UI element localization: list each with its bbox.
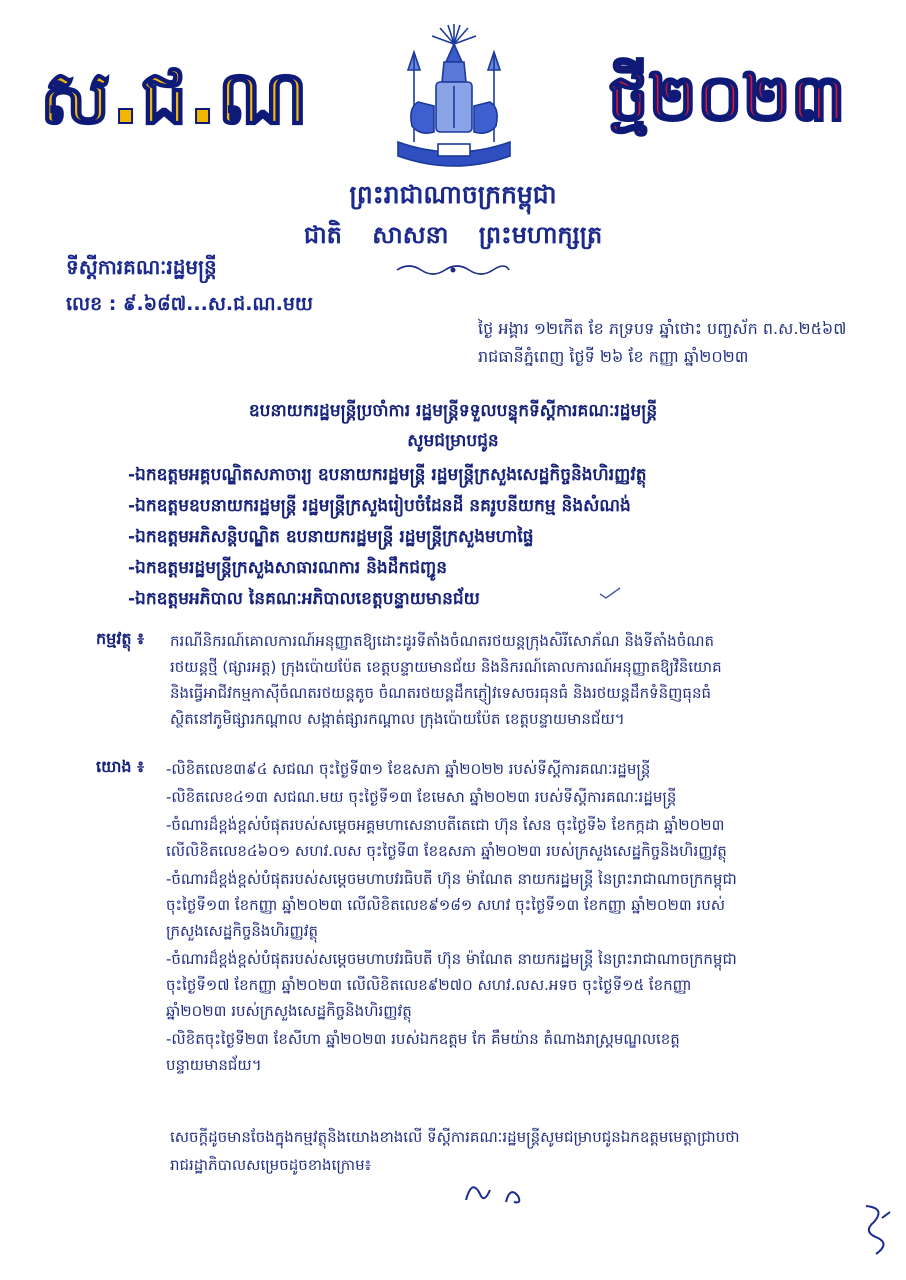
recipient-item: -ឯកឧត្តមអភិសន្តិបណ្ឌិត ឧបនាយករដ្ឋមន្ត្រី រដ្ឋមន្ត្រីក្រសួងមហាផ្ទៃ: [128, 527, 534, 547]
reference-item: [166, 812, 866, 864]
recipient-item: -ឯកឧត្តមឧបនាយករដ្ឋមន្ត្រី រដ្ឋមន្ត្រីក្រសួងរៀបចំដែនដី នគរូបនីយកម្ម និងសំណង់: [128, 496, 631, 516]
reference-line: -លិខិតលេខ៤១៣ សជណ.មយ ចុះថ្ងៃទី១៣ ខែមេសា ឆ្នាំ២០២៣ របស់ទីស្តីការគណៈរដ្ឋមន្ត្រី: [166, 788, 677, 806]
kingdom-title: ព្រះរាជាណាចក្រកម្ពុជា: [349, 180, 557, 209]
recipient-item: -ឯកឧត្តមអគ្គបណ្ឌិតសភាចារ្យ ឧបនាយករដ្ឋមន្ត្រី រដ្ឋមន្ត្រីក្រសួងសេដ្ឋកិច្ចនិងហិរញ្ញវត្ថុ: [128, 465, 647, 485]
stamp-right: ថ្មី២០២៣: [608, 62, 846, 136]
reference-number: លេខ : ៩.៦៨៧...ស.ជ.ណ.មយ: [66, 293, 313, 315]
reference-line: -លិខិតលេខ៣៩៤ សជណ ចុះថ្ងៃទី៣១ ខែឧសភា ឆ្នាំ២០២២ របស់ទីស្តីការគណៈរដ្ឋមន្ត្រី: [166, 760, 651, 778]
recipient-list: [128, 460, 848, 615]
subject-text: [170, 628, 860, 732]
reference-line: បន្ទាយមានជ័យ។: [166, 1056, 262, 1074]
reference-line: -ចំណារដ៏ខ្ពង់ខ្ពស់បំផុតរបស់សម្តេចមហាបវរធិបតី ហ៊ុន ម៉ាណែត នាយករដ្ឋមន្ត្រី នៃព្រះរាជាណាចក្រកម្ពុជា: [166, 950, 737, 968]
reference-line: ឆ្នាំ២០២៣ របស់ក្រសួងសេដ្ឋកិច្ចនិងហិរញ្ញវត្ថុ: [166, 1002, 412, 1020]
stamp-left: ស.ជ.ណ: [40, 55, 309, 141]
signature-mark-icon: [856, 1198, 896, 1262]
recipient-item: -ឯកឧត្តមរដ្ឋមន្ត្រីក្រសួងសាធារណការ និងដឹកជញ្ជូន: [128, 558, 448, 578]
reference-item: [166, 756, 866, 782]
recipient-item: -ឯកឧត្តមអភិបាល នៃគណៈអភិបាលខេត្តបន្ទាយមានជ័យ: [128, 589, 480, 609]
reference-line: ចុះថ្ងៃទី១៧ ខែកញ្ញា ឆ្នាំ២០២៣ លើលិខិតលេខ៩២៧០ សហវ.លស.អទច ចុះថ្ងៃទី១៥ ខែកញ្ញា: [166, 976, 692, 994]
subject-line: ស្ថិតនៅភូមិផ្សារកណ្តាល សង្កាត់ផ្សារកណ្តាល ក្រុងប៉ោយប៉ែត ខេត្តបន្ទាយមានជ័យ។: [170, 710, 625, 728]
solar-date: រាជធានីភ្នំពេញ ថ្ងៃទី ២៦ ខែ កញ្ញា ឆ្នាំ២០២៣: [478, 347, 749, 366]
reference-list: [166, 756, 866, 1080]
reference-line: -ចំណារដ៏ខ្ពង់ខ្ពស់បំផុតរបស់សម្តេចមហាបវរធិបតី ហ៊ុន ម៉ាណែត នាយករដ្ឋមន្ត្រី នៃព្រះរាជាណាចក្រកម្ពុជា: [166, 870, 737, 888]
national-motto: ជាតិ សាសនា ព្រះមហាក្សត្រ: [303, 221, 603, 249]
subject-line: និងធ្វើអាជីវកម្មកាស៊ីចំណតរថយន្តតូច ចំណតរថយន្តដឹកភ្ញៀវទេសចរធុនធំ និងរថយន្តដឹកទំនិញធុនធំ: [170, 684, 711, 702]
salutation: សូមជម្រាបជូន: [407, 431, 499, 451]
handwritten-initials-icon: [460, 1172, 550, 1212]
subject-line: រថយន្តថ្មី (ផ្សារអត្ត) ក្រុងប៉ោយប៉ែត ខេត្តបន្ទាយមានជ័យ និងនិករណ៍គោលការណ៍អនុញ្ញាតឱ្យវិនិយោគ: [170, 658, 722, 676]
closing-paragraph: សេចក្តីដូចមានចែងក្នុងកម្មវត្ថុនិងយោងខាងលើ ទីស្តីការគណៈរដ្ឋមន្ត្រីសូមជម្រាបជូនឯកឧត្តមមេត្តាជ្រាបថា: [170, 1128, 740, 1146]
sender-title: ឧបនាយករដ្ឋមន្ត្រីប្រចាំការ រដ្ឋមន្ត្រីទទួលបន្ទុកទីស្តីការគណៈរដ្ឋមន្ត្រី: [248, 401, 658, 421]
reference-line: -លិខិតចុះថ្ងៃទី២៣ ខែសីហា ឆ្នាំ២០២៣ របស់ឯកឧត្តម កែ គឹមយ៉ាន តំណាងរាស្ត្រមណ្ឌលខេត្ត: [166, 1030, 680, 1048]
reference-item: [166, 1026, 866, 1078]
reference-label: យោង ៖: [96, 757, 145, 776]
reference-line: ចុះថ្ងៃទី១៣ ខែកញ្ញា ឆ្នាំ២០២៣ លើលិខិតលេខ៩១៨១ សហវ ចុះថ្ងៃទី១៣ ខែកញ្ញា ឆ្នាំ២០២៣ របស់: [166, 896, 726, 914]
lunar-date: ថ្ងៃ អង្គារ ១២កើត ខែ ភទ្របទ ឆ្នាំថោះ បញ្ចស័ក ព.ស.២៥៦៧: [478, 319, 847, 338]
subject-label: កម្មវត្ថុ ៖: [96, 629, 145, 648]
reference-line: លើលិខិតលេខ៤៦០១ សហវ.លស ចុះថ្ងៃទី៣ ខែឧសភា ឆ្នាំ២០២៣ របស់ក្រសួងសេដ្ឋកិច្ចនិងហិរញ្ញវត្ថុ: [166, 842, 727, 860]
reference-item: [166, 946, 866, 1024]
ornament-divider-icon: [395, 262, 511, 278]
reference-line: -ចំណារដ៏ខ្ពង់ខ្ពស់បំផុតរបស់សម្តេចអគ្គមហាសេនាបតីតេជោ ហ៊ុន សែន ចុះថ្ងៃទី៦ ខែកក្កដា ឆ្នាំ២០២៣: [166, 816, 725, 834]
reference-item: [166, 866, 866, 944]
royal-emblem-icon: [378, 22, 530, 180]
subject-line: ករណីនិករណ៍គោលការណ៍អនុញ្ញាតឱ្យដោះដូរទីតាំងចំណតរថយន្តក្រុងសិរីសោភ័ណ និងទីតាំងចំណត: [170, 632, 715, 650]
reference-item: [166, 784, 866, 810]
reference-line: ក្រសួងសេដ្ឋកិច្ចនិងហិរញ្ញវត្ថុ: [166, 922, 319, 940]
issuing-office: ទីស្តីការគណៈរដ្ឋមន្ត្រី: [66, 255, 217, 279]
checkmark-icon: [598, 586, 622, 600]
closing-paragraph-end: រាជរដ្ឋាភិបាលសម្រេចដូចខាងក្រោម៖: [170, 1156, 372, 1174]
